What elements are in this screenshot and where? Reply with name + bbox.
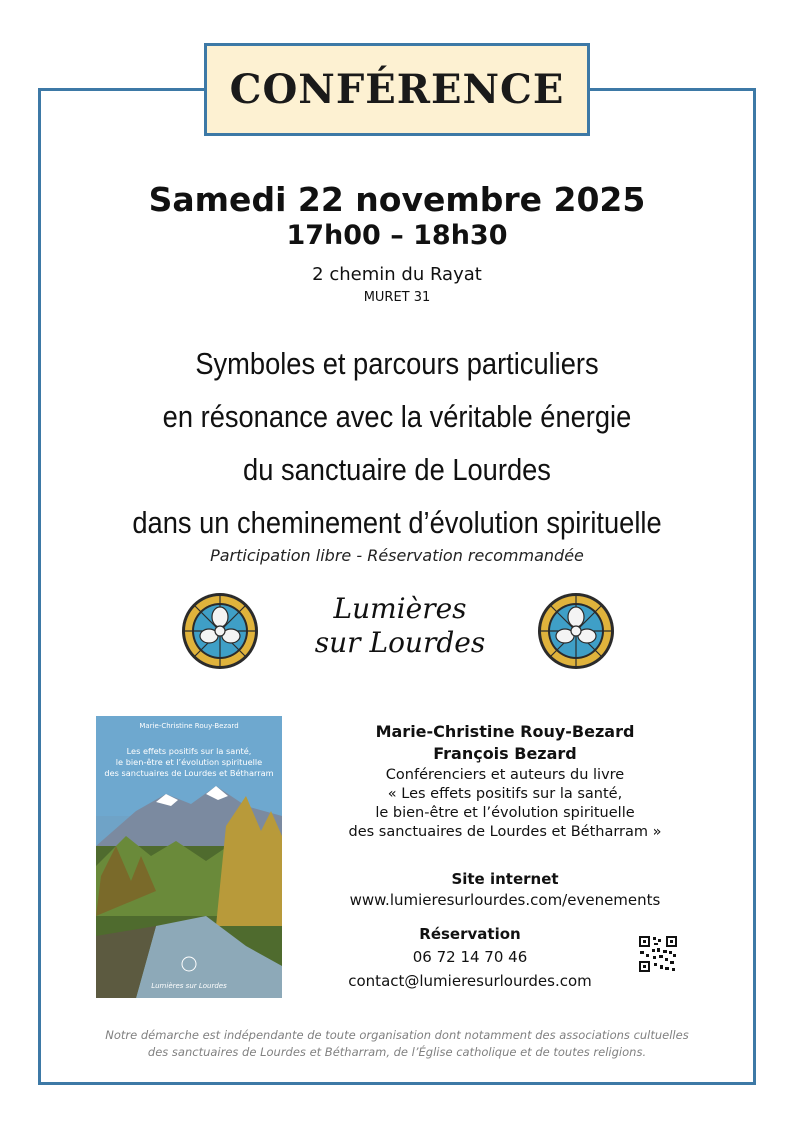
book-cover-title-line: des sanctuaires de Lourdes et Bétharram [104, 768, 274, 778]
stained-glass-rosette-icon [536, 591, 616, 671]
title-banner [204, 43, 590, 136]
brand-logo [300, 592, 500, 660]
book-cover [96, 716, 282, 998]
disclaimer-line: des sanctuaires de Lourdes et Bétharram, de l’Église catholique et de toutes religions. [147, 1045, 647, 1059]
book-cover-title-line: le bien-être et l’évolution spirituelle [115, 757, 263, 767]
topic-line: Symboles et parcours particuliers [195, 346, 599, 381]
website-label: Site internet [451, 870, 559, 888]
brand-logo-line: Lumières [333, 592, 467, 625]
event-time: 17h00 – 18h30 [286, 220, 508, 251]
page-title: CONFÉRENCE [229, 66, 565, 113]
brand-logo-line: sur Lourdes [314, 626, 486, 659]
event-address: 2 chemin du Rayat [312, 264, 482, 285]
author-name: Marie-Christine Rouy-Bezard [375, 722, 635, 741]
topic-line: en résonance avec la véritable énergie [162, 399, 632, 434]
topic-line: du sanctuaire de Lourdes [243, 452, 551, 487]
author-description-line: le bien-être et l’évolution spirituelle [375, 805, 635, 821]
qr-code-icon [638, 935, 678, 973]
participation-note: Participation libre - Réservation recommandée [210, 546, 584, 565]
author-description-line: Conférenciers et auteurs du livre [385, 767, 625, 783]
reservation-phone: 06 72 14 70 46 [412, 948, 528, 966]
event-city: MURET 31 [363, 290, 431, 305]
book-cover-title-line: Les effets positifs sur la santé, [126, 746, 252, 756]
author-name: François Bezard [433, 744, 577, 763]
book-cover-author: Marie-Christine Rouy-Bezard [139, 722, 239, 730]
topic-line: dans un cheminement d’évolution spirituelle [132, 505, 662, 540]
author-description-line: des sanctuaires de Lourdes et Bétharram » [348, 824, 662, 840]
disclaimer-line: Notre démarche est indépendante de toute organisation dont notamment des associations cultuelles [105, 1028, 689, 1042]
reservation-label: Réservation [419, 925, 521, 943]
reservation-email[interactable]: contact@lumieresurlourdes.com [348, 972, 592, 990]
website-link[interactable]: www.lumieresurlourdes.com/evenements [349, 891, 661, 909]
book-cover-brand: Lumières sur Lourdes [151, 982, 227, 990]
stained-glass-rosette-icon [180, 591, 260, 671]
event-date: Samedi 22 novembre 2025 [148, 180, 646, 219]
book-cover-title [102, 746, 276, 779]
author-description-line: « Les effets positifs sur la santé, [387, 786, 623, 802]
